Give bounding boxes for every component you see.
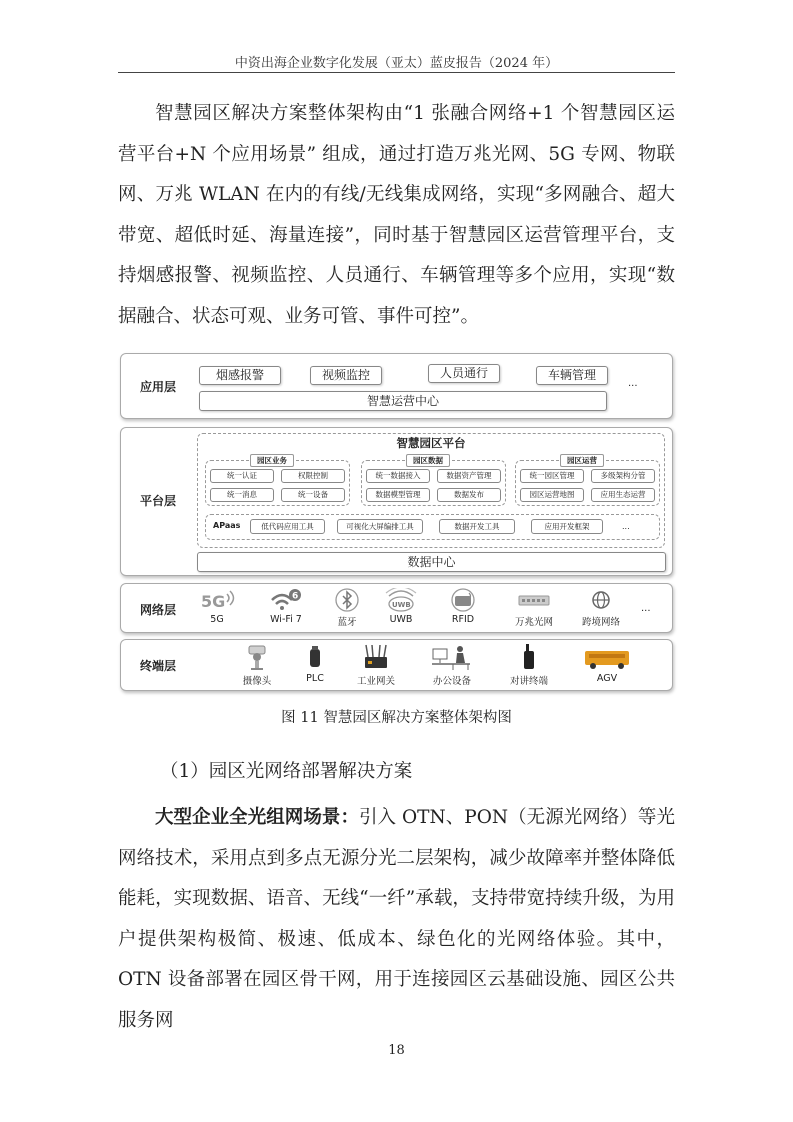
network-ellipsis: ... (641, 603, 651, 614)
apaas-item: 数据开发工具 (439, 519, 515, 534)
app-item: 人员通行 (428, 364, 500, 383)
svg-text:6: 6 (292, 591, 299, 602)
terminal-label: 办公设备 (432, 676, 471, 687)
network-item-wifi7 (258, 588, 314, 625)
apaas-label: APaas (213, 521, 241, 530)
group-title: 园区运营 (560, 454, 604, 467)
operation-center: 智慧运营中心 (199, 391, 607, 411)
network-item-crossborder (573, 588, 629, 628)
header-rule (118, 72, 675, 73)
apaas-item: 低代码应用工具 (250, 519, 325, 534)
uwb-icon (381, 588, 421, 612)
network-item-5g (189, 588, 245, 625)
intro-paragraph: 智慧园区解决方案整体架构由“1 张融合网络+1 个智慧园区运营平台+N 个应用场景” 组成，通过打造万兆光网、5G 专网、物联网、万兆 WLAN 在内的有线/无线集成网络，实现“多网融合、超大带宽、超低时延、海量连接”，同时基于智慧园区运营管理平台，支持烟感报警、视频监控、人员通行、车辆管理等多个应用，实现“数据融合、状态可观、业务可管、事件可控”。 (118, 103, 675, 327)
network-label: 跨境网络 (581, 617, 620, 628)
running-header: 中资出海企业数字化发展（亚太）蓝皮报告（2024 年） (234, 56, 559, 71)
layer-label-terminal: 终端层 (139, 659, 176, 673)
industrial-gateway-icon (356, 643, 396, 671)
terminal-layer (120, 639, 673, 691)
bluetooth-icon (327, 588, 367, 612)
platform-item: 多级架构分管 (591, 469, 655, 483)
terminal-item-walkie (501, 643, 557, 687)
platform-item: 数据发布 (437, 488, 501, 502)
platform-item: 统一设备 (281, 488, 345, 502)
terminal-label: 工业网关 (356, 676, 395, 687)
network-item-bluetooth (319, 588, 375, 628)
paragraph-lead: 大型企业全光组网场景： (155, 807, 359, 828)
terminal-item-plc (287, 643, 343, 684)
network-label: Wi-Fi 7 (270, 614, 302, 625)
page-number: 18 (388, 1043, 405, 1058)
layer-label-network: 网络层 (139, 603, 176, 617)
5g-icon (197, 588, 237, 612)
platform-item: 园区运营地图 (520, 488, 584, 502)
platform-item: 应用生态运营 (591, 488, 655, 502)
app-item: 烟感报警 (199, 366, 281, 385)
terminal-item-gateway (348, 643, 404, 687)
camera-icon (237, 643, 277, 671)
data-center: 数据中心 (197, 552, 666, 572)
agv-icon (583, 643, 631, 671)
platform-item: 权限控制 (281, 469, 345, 483)
app-item: 视频监控 (310, 366, 382, 385)
platform-layer (120, 427, 673, 576)
network-label: RFID (451, 614, 475, 625)
network-label: 5G (210, 614, 224, 625)
application-layer (120, 353, 673, 419)
terminal-item-agv (579, 643, 635, 684)
rfid-icon (443, 588, 483, 612)
section-heading: （1）园区光网络部署解决方案 (160, 761, 413, 782)
network-label: UWB (389, 614, 413, 625)
group-title: 园区数据 (406, 454, 450, 467)
platform-item: 数据模型管理 (366, 488, 430, 502)
architecture-diagram (120, 353, 673, 693)
terminal-item-camera (229, 643, 285, 687)
network-layer (120, 583, 673, 633)
network-item-uwb (373, 588, 429, 625)
platform-item: 统一园区管理 (520, 469, 584, 483)
apaas-ellipsis: ... (622, 522, 630, 531)
group-title: 园区业务 (250, 454, 294, 467)
paragraph-text: 引入 OTN、PON（无源光网络）等光网络技术，采用点到多点无源分光二层架构，减少故障率并整体降低能耗，实现数据、语音、无线“一纤”承载，支持带宽持续升级，为用户提供架构极简、极速、低成本、绿色化的光网络体验。其中，OTN 设备部署在园区骨干网，用于连接园区云基础设施、园区公共服务网 (118, 807, 675, 1031)
network-item-optical (506, 588, 562, 628)
terminal-label: 对讲终端 (509, 676, 548, 687)
terminal-label: 摄像头 (242, 676, 272, 687)
plc-icon (295, 643, 335, 671)
body-paragraph (118, 798, 675, 1041)
terminal-item-office (424, 643, 480, 687)
svg-text:5G: 5G (201, 592, 226, 611)
optical-switch-icon (514, 588, 554, 612)
platform-title: 智慧园区平台 (396, 436, 466, 450)
apaas-item: 应用开发框架 (531, 519, 603, 534)
network-label: 万兆光网 (514, 617, 553, 628)
terminal-label: AGV (596, 673, 618, 684)
terminal-label: PLC (306, 673, 324, 684)
figure-caption: 图 11 智慧园区解决方案整体架构图 (281, 710, 512, 726)
svg-text:UWB: UWB (392, 601, 411, 609)
platform-item: 统一数据接入 (366, 469, 430, 483)
platform-item: 数据资产管理 (437, 469, 501, 483)
walkie-talkie-icon (509, 643, 549, 671)
network-item-rfid (435, 588, 491, 625)
apaas-item: 可视化大屏编排工具 (337, 519, 423, 534)
app-ellipsis: ... (628, 378, 638, 389)
app-item: 车辆管理 (536, 366, 608, 385)
wifi7-icon (266, 588, 306, 612)
layer-label-platform: 平台层 (139, 494, 176, 508)
platform-item: 统一认证 (210, 469, 274, 483)
platform-item: 统一消息 (210, 488, 274, 502)
globe-icon (581, 588, 621, 612)
layer-label-application: 应用层 (139, 380, 176, 394)
office-device-icon (430, 643, 474, 671)
network-label: 蓝牙 (337, 617, 357, 628)
